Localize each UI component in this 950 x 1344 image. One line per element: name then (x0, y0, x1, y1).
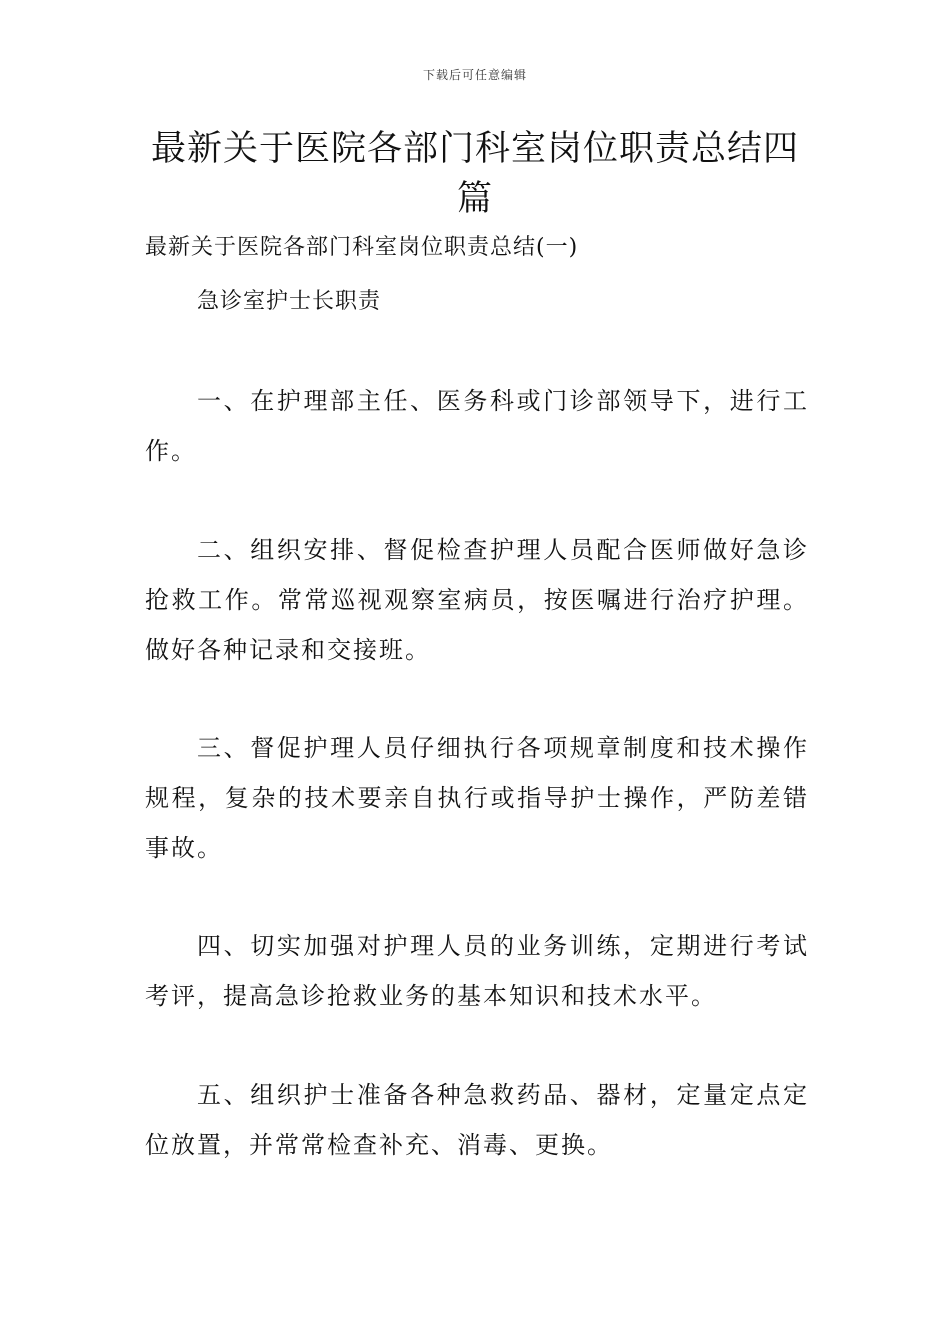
duty-paragraph-2: 二、组织安排、督促检查护理人员配合医师做好急诊抢救工作。常常巡视观察室病员，按医嘱进行治疗护理。做好各种记录和交接班。 (145, 536, 809, 664)
duty-paragraph-4: 四、切实加强对护理人员的业务训练，定期进行考试考评，提高急诊抢救业务的基本知识和技术水平。 (145, 932, 809, 1010)
header-note: 下载后可任意编辑 (422, 68, 527, 82)
role-title: 急诊室护士长职责 (197, 289, 382, 314)
duty-paragraph-5: 五、组织护士准备各种急救药品、器材，定量定点定位放置，并常常检查补充、消毒、更换。 (145, 1081, 809, 1159)
section-subtitle: 最新关于医院各部门科室岗位职责总结(一) (145, 235, 579, 260)
duty-paragraph-3: 三、督促护理人员仔细执行各项规章制度和技术操作规程，复杂的技术要亲自执行或指导护士操作，严防差错事故。 (145, 734, 809, 862)
duty-paragraph-1: 一、在护理部主任、医务科或门诊部领导下，进行工作。 (145, 387, 809, 465)
document-title: 最新关于医院各部门科室岗位职责总结四篇 (150, 129, 799, 219)
